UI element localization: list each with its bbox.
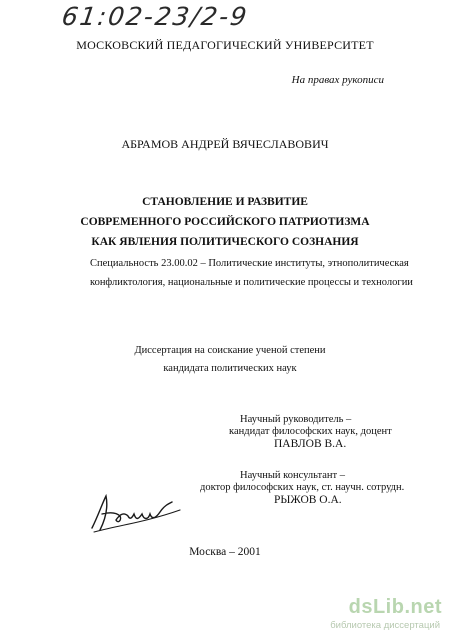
specialty-block <box>90 254 420 292</box>
archive-number: 61:02-23/2-9 <box>60 2 251 31</box>
supervisor-degree: кандидат философских наук, доцент <box>229 426 392 437</box>
degree-statement <box>120 342 340 378</box>
degree-line-1: Диссертация на соискание ученой степени <box>134 345 326 356</box>
title-line-1: СТАНОВЛЕНИЕ И РАЗВИТИЕ <box>142 196 308 208</box>
consultant-role: Научный консультант – <box>240 470 345 481</box>
place-and-year: Москва – 2001 <box>189 546 261 558</box>
specialty-line-2: конфликтология, национальные и политические процессы и технологии <box>90 277 413 288</box>
manuscript-rights-note: На правах рукописи <box>291 74 384 86</box>
university-name: МОСКОВСКИЙ ПЕДАГОГИЧЕСКИЙ УНИВЕРСИТЕТ <box>76 38 374 52</box>
consultant-block <box>180 470 420 506</box>
watermark-logo: dsLib.net <box>348 596 442 618</box>
supervisor-role: Научный руководитель – <box>240 414 352 425</box>
consultant-name: РЫЖОВ О.А. <box>274 494 342 506</box>
dissertation-title <box>0 192 450 252</box>
watermark-subtitle: библиотека диссертаций <box>330 620 440 631</box>
author-name: АБРАМОВ АНДРЕЙ ВЯЧЕСЛАВОВИЧ <box>121 137 329 151</box>
watermark <box>322 596 442 632</box>
consultant-degree: доктор философских наук, ст. научн. сотрудн. <box>200 482 405 493</box>
supervisor-block <box>180 414 415 450</box>
archive-number-handwritten <box>62 2 292 32</box>
handwritten-signature <box>86 490 186 540</box>
degree-line-2: кандидата политических наук <box>163 363 297 374</box>
title-line-2: СОВРЕМЕННОГО РОССИЙСКОГО ПАТРИОТИЗМА <box>80 216 370 228</box>
title-line-3: КАК ЯВЛЕНИЯ ПОЛИТИЧЕСКОГО СОЗНАНИЯ <box>91 236 359 248</box>
supervisor-name: ПАВЛОВ В.А. <box>274 438 347 450</box>
specialty-line-1: Специальность 23.00.02 – Политические институты, этнополитическая <box>90 258 409 269</box>
